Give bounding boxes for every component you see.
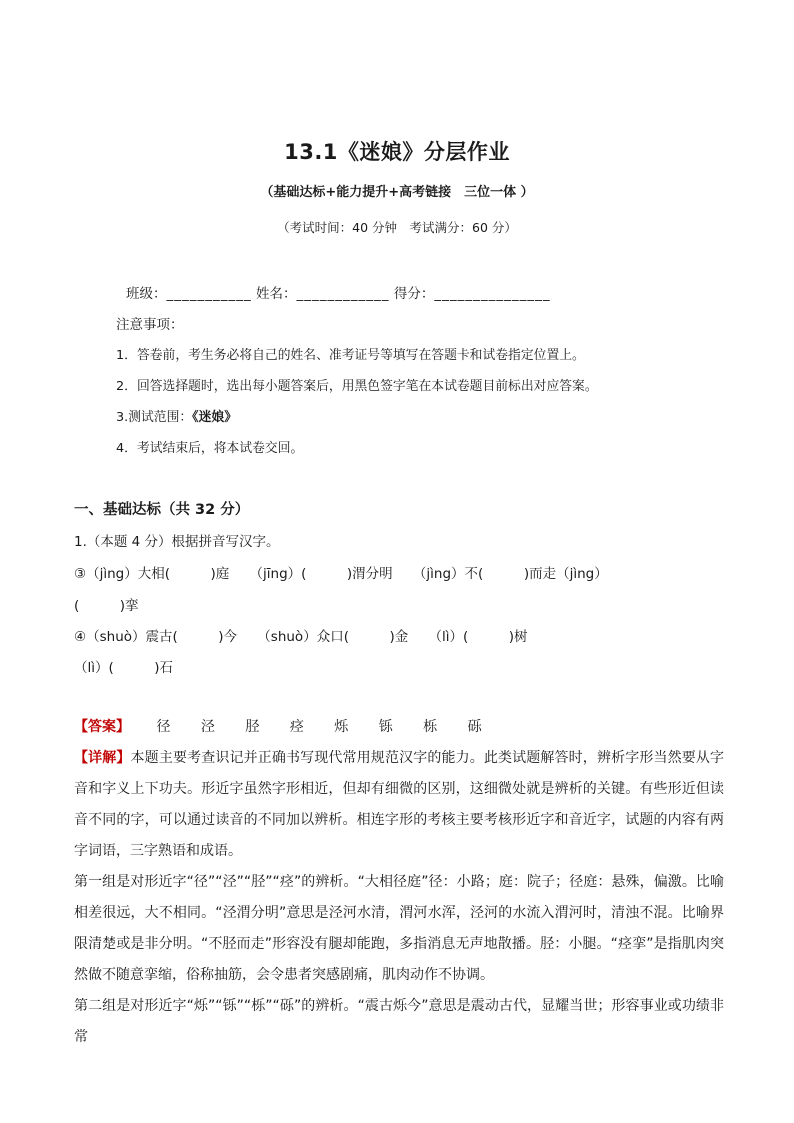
detail-paragraph: 【详解】本题主要考查识记并正确书写现代常用规范汉字的能力。此类试题解答时，辨析字形当然要从字音和字义上下功夫。形近字虽然字形相近，但却有细微的区别，这细微处就是辨析的关键。有些形近但读音不同的字，可以通过读音的不同加以辨析。相连字形的考核主要考核形近字和音近字，试题的内容有两字词语，三字熟语和成语。 bbox=[74, 750, 725, 859]
question-stem: 1.（本题 4 分）根据拼音写汉字。 bbox=[74, 534, 280, 550]
question-line: ③（jìng）大相( )庭 （jīng）( )渭分明 （jìng）不( )而走（jìng） bbox=[74, 566, 608, 582]
answer-char: 径 bbox=[156, 719, 171, 735]
detail-paragraph: 第二组是对形近字“烁”“铄”“栎”“砾”的辨析。“震古烁今”意思是震动古代，显耀当世；形容事业或功绩非常 bbox=[74, 998, 724, 1045]
name-label: 姓名： bbox=[256, 286, 297, 302]
name-blank[interactable]: ____________ bbox=[296, 286, 390, 302]
detail-paragraph: 第一组是对形近字“径”“泾”“胫”“痉”的辨析。“大相径庭”径：小路；庭：院子；径庭：悬殊，偏激。比喻相差很远，大不相同。“泾渭分明”意思是泾河水清，渭河水浑，泾河的水流入渭河时，清浊不混。比喻界限清楚或是非分明。“不胫而走”形容没有腿却能跑，多指消息无声地散播。胫：小腿。“痉挛”是指肌肉突然做不随意挛缩，俗称抽筋，会令患者突感剧痛，肌肉动作不协调。 bbox=[74, 874, 724, 983]
note-scope-label: 3.测试范围： bbox=[116, 410, 193, 425]
notes-title: 注意事项： bbox=[116, 317, 184, 333]
answer-char: 栎 bbox=[423, 719, 438, 735]
class-blank[interactable]: ___________ bbox=[166, 286, 252, 302]
answer-char: 铄 bbox=[378, 719, 393, 735]
note-item: 2．回答选择题时，选出每小题答案后，用黑色签字笔在本试卷题目前标出对应答案。 bbox=[116, 379, 598, 394]
student-info-row bbox=[126, 282, 551, 302]
detail-tag: 【详解】 bbox=[74, 750, 131, 766]
answer-tag: 【答案】 bbox=[74, 719, 130, 735]
answer-char: 烁 bbox=[334, 719, 349, 735]
section-title: 一、基础达标（共 32 分） bbox=[74, 502, 250, 518]
note-item: 4．考试结束后，将本试卷交回。 bbox=[116, 441, 304, 456]
page-title: 13.1《迷娘》分层作业 bbox=[284, 140, 510, 164]
answer-char: 胫 bbox=[245, 719, 260, 735]
answer-char: 痉 bbox=[289, 719, 304, 735]
class-label: 班级： bbox=[126, 286, 167, 302]
note-scope-value: 《迷娘》 bbox=[192, 410, 237, 425]
answer-char: 砾 bbox=[467, 719, 482, 735]
page-subtitle: （基础达标+能力提升+高考链接 三位一体 ） bbox=[260, 185, 534, 200]
question-line: ④（shuò）震古( )今 （shuò）众口( )金 （lì）( )树 bbox=[74, 629, 528, 645]
score-blank[interactable]: _______________ bbox=[434, 286, 551, 302]
exam-info: （考试时间：40 分钟 考试满分：60 分） bbox=[277, 220, 517, 235]
detail-block bbox=[74, 743, 724, 1053]
answer-chars bbox=[156, 719, 481, 735]
note-item: 1．答卷前，考生务必将自己的姓名、准考证号等填写在答题卡和试卷指定位置上。 bbox=[116, 348, 585, 363]
question-line: （lì）( )石 bbox=[74, 660, 174, 676]
answer-line bbox=[74, 716, 482, 736]
answer-char: 泾 bbox=[200, 719, 215, 735]
score-label: 得分： bbox=[393, 286, 435, 302]
note-item bbox=[116, 406, 237, 425]
question-line: ( )挛 bbox=[74, 598, 139, 614]
